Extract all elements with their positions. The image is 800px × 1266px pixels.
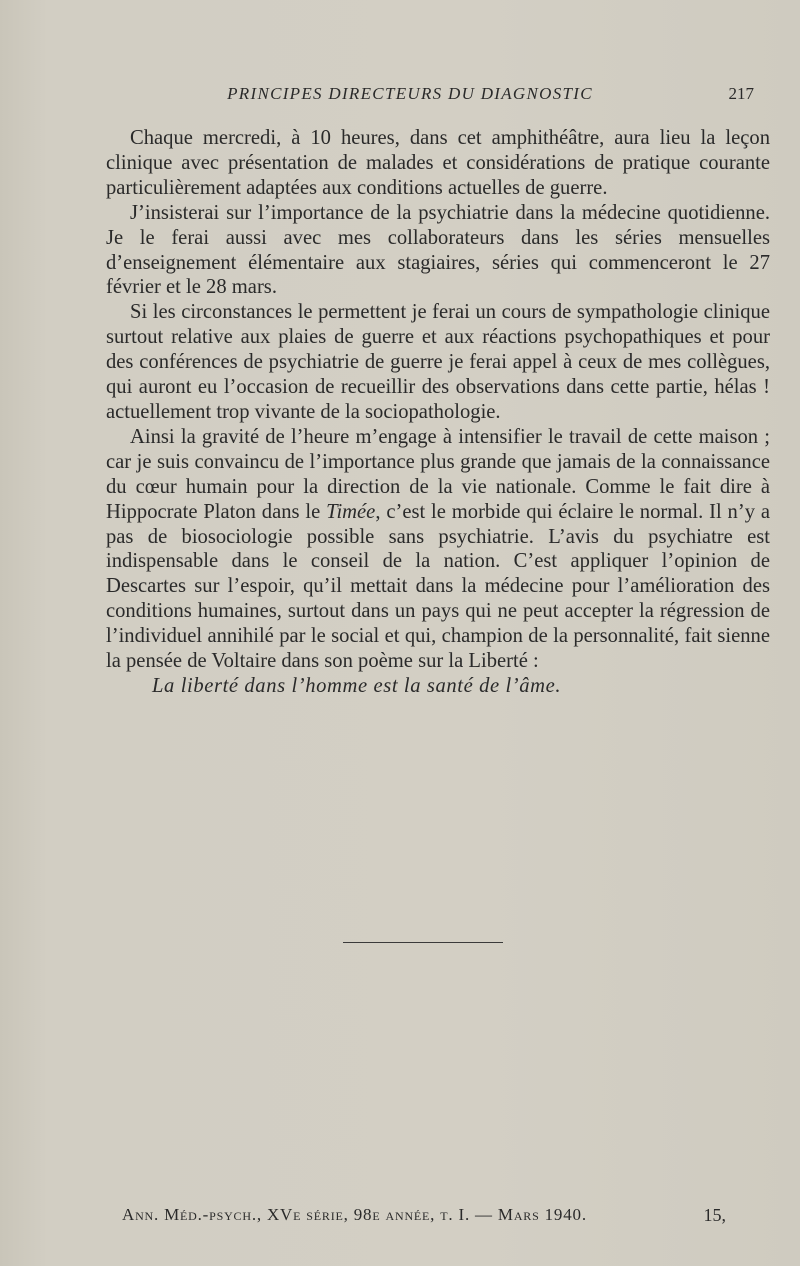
running-title: PRINCIPES DIRECTEURS DU DIAGNOSTIC bbox=[227, 84, 593, 103]
paragraph-3: Si les circonstances le permettent je ferai un cours de sympathologie clinique surtout relative aux plaies de guerre et aux réactions psychopathiques et pour des conférences de psychiatrie de guerre je ferai appel à ceux de mes collègues, qui auront eu l’occasion de recueillir des observations dans cette partie, hélas ! actuellement trop vivante de la sociopathologie. bbox=[106, 301, 770, 423]
paragraph-1: Chaque mercredi, à 10 heures, dans cet amphithéâtre, aura lieu la leçon clinique avec présentation de malades et considérations de pratique courante particulièrement adaptées aux conditions actuelles de guerre. bbox=[106, 127, 770, 199]
section-rule bbox=[343, 942, 503, 943]
running-head bbox=[106, 84, 754, 106]
page-footer bbox=[122, 1205, 726, 1229]
journal-citation: Ann. Méd.-psych., XVe série, 98e année, t. I. — Mars 1940. bbox=[122, 1205, 587, 1224]
signature-mark: 15, bbox=[703, 1205, 726, 1225]
body-text bbox=[106, 126, 770, 699]
paragraph-4 bbox=[106, 425, 770, 674]
work-title-timee: Timée bbox=[326, 500, 376, 523]
paragraph-2: J’insisterai sur l’importance de la psychiatrie dans la médecine quotidienne. Je le ferai aussi avec mes collaborateurs dans les séries mensuelles d’enseignement élémentaire aux stagiaires, séries qui commenceront le 27 février et le 28 mars. bbox=[106, 201, 770, 299]
page-number: 217 bbox=[728, 84, 754, 103]
verse-quote: La liberté dans l’homme est la santé de l’âme. bbox=[152, 674, 562, 697]
paragraph-4-part-1: Ainsi la gravité de l’heure m’engage à intensifier le travail de cette maison ; car je suis convaincu de l’importance plus grande que jamais de la connaissance du cœur humain pour la direction de la vie nationale. Comme le fait dire à Hippocrate Platon dans le bbox=[106, 425, 770, 523]
paragraph-4-part-2: , c’est le morbide qui éclaire le normal. Il n’y a pas de biosociologie possible sans psychiatrie. L’avis du psychiatre est indispensable dans le conseil de la nation. C’est appliquer l’opinion de Descartes sur l’espoir, qu’il mettait dans la médecine pour l’amélioration des conditions humaines, surtout dans un pays qui ne peut accepter la régression de l’individuel annihilé par le social et qui, champion de la personnalité, fait sienne la pensée de Voltaire dans son poème sur la Liberté : bbox=[106, 500, 770, 673]
